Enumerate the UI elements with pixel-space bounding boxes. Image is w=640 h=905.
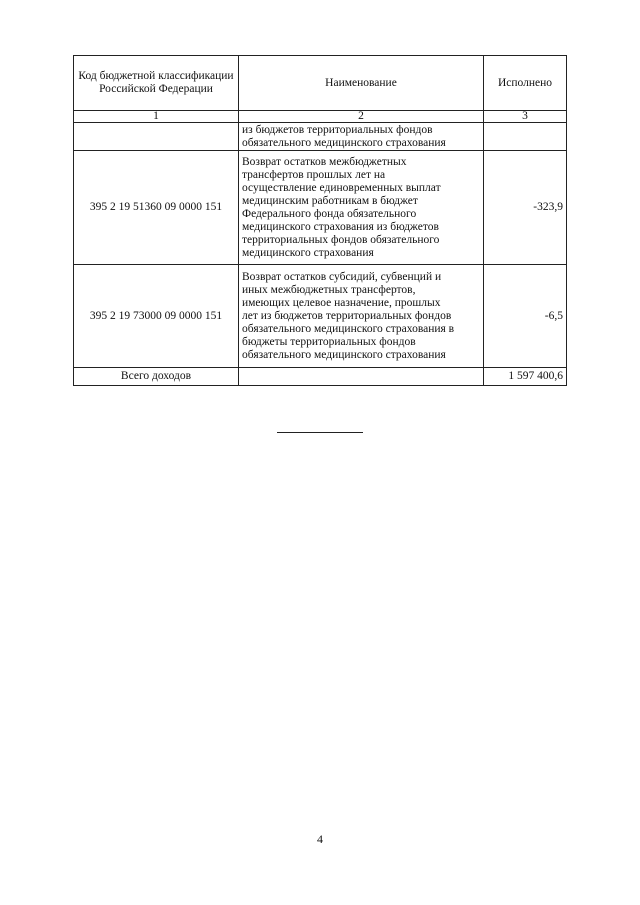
- row-value: -6,5: [484, 265, 567, 368]
- row-name-line: Возврат остатков субсидий, субвенций и: [242, 270, 442, 283]
- revenue-table: [73, 55, 567, 386]
- page-number: 4: [317, 832, 323, 846]
- row-name-line: обязательного медицинского страхования: [242, 136, 446, 149]
- total-name-empty: [239, 368, 484, 386]
- header-executed: Исполнено: [484, 56, 567, 111]
- row-name-line: медицинским работникам в бюджет: [242, 194, 418, 207]
- row-value: [484, 123, 567, 151]
- row-name-line: медицинского страхования: [242, 246, 374, 259]
- table-row: [74, 151, 567, 265]
- section-divider: [277, 432, 363, 433]
- row-name-line: Федерального фонда обязательного: [242, 207, 417, 220]
- row-name-line: обязательного медицинского страхования в: [242, 322, 455, 335]
- row-code: 395 2 19 51360 09 0000 151: [74, 151, 239, 265]
- row-name-line: медицинского страхования из бюджетов: [242, 220, 439, 233]
- row-name: [239, 265, 484, 368]
- column-number: 3: [484, 111, 567, 123]
- column-number-row: [74, 111, 567, 123]
- row-name: [239, 151, 484, 265]
- total-row: [74, 368, 567, 386]
- table-row: [74, 123, 567, 151]
- total-value: 1 597 400,6: [484, 368, 567, 386]
- row-name-line: территориальных фондов обязательного: [242, 233, 440, 246]
- column-number: 2: [239, 111, 484, 123]
- row-code: [74, 123, 239, 151]
- row-name-line: Возврат остатков межбюджетных: [242, 155, 407, 168]
- header-code: Код бюджетной классификации Российской Федерации: [74, 56, 239, 111]
- row-name: [239, 123, 484, 151]
- table-row: [74, 265, 567, 368]
- row-name-line: иных межбюджетных трансфертов,: [242, 283, 416, 296]
- table-header-row: [74, 56, 567, 111]
- column-number: 1: [74, 111, 239, 123]
- total-label: Всего доходов: [74, 368, 239, 386]
- header-name: Наименование: [239, 56, 484, 111]
- row-name-line: имеющих целевое назначение, прошлых: [242, 296, 441, 309]
- row-name-line: трансфертов прошлых лет на: [242, 168, 386, 181]
- row-name-line: обязательного медицинского страхования: [242, 348, 446, 361]
- row-code: 395 2 19 73000 09 0000 151: [74, 265, 239, 368]
- row-name-line: из бюджетов территориальных фондов: [242, 123, 433, 136]
- row-name-line: бюджеты территориальных фондов: [242, 335, 416, 348]
- row-name-line: осуществление единовременных выплат: [242, 181, 441, 194]
- row-value: -323,9: [484, 151, 567, 265]
- row-name-line: лет из бюджетов территориальных фондов: [242, 309, 452, 322]
